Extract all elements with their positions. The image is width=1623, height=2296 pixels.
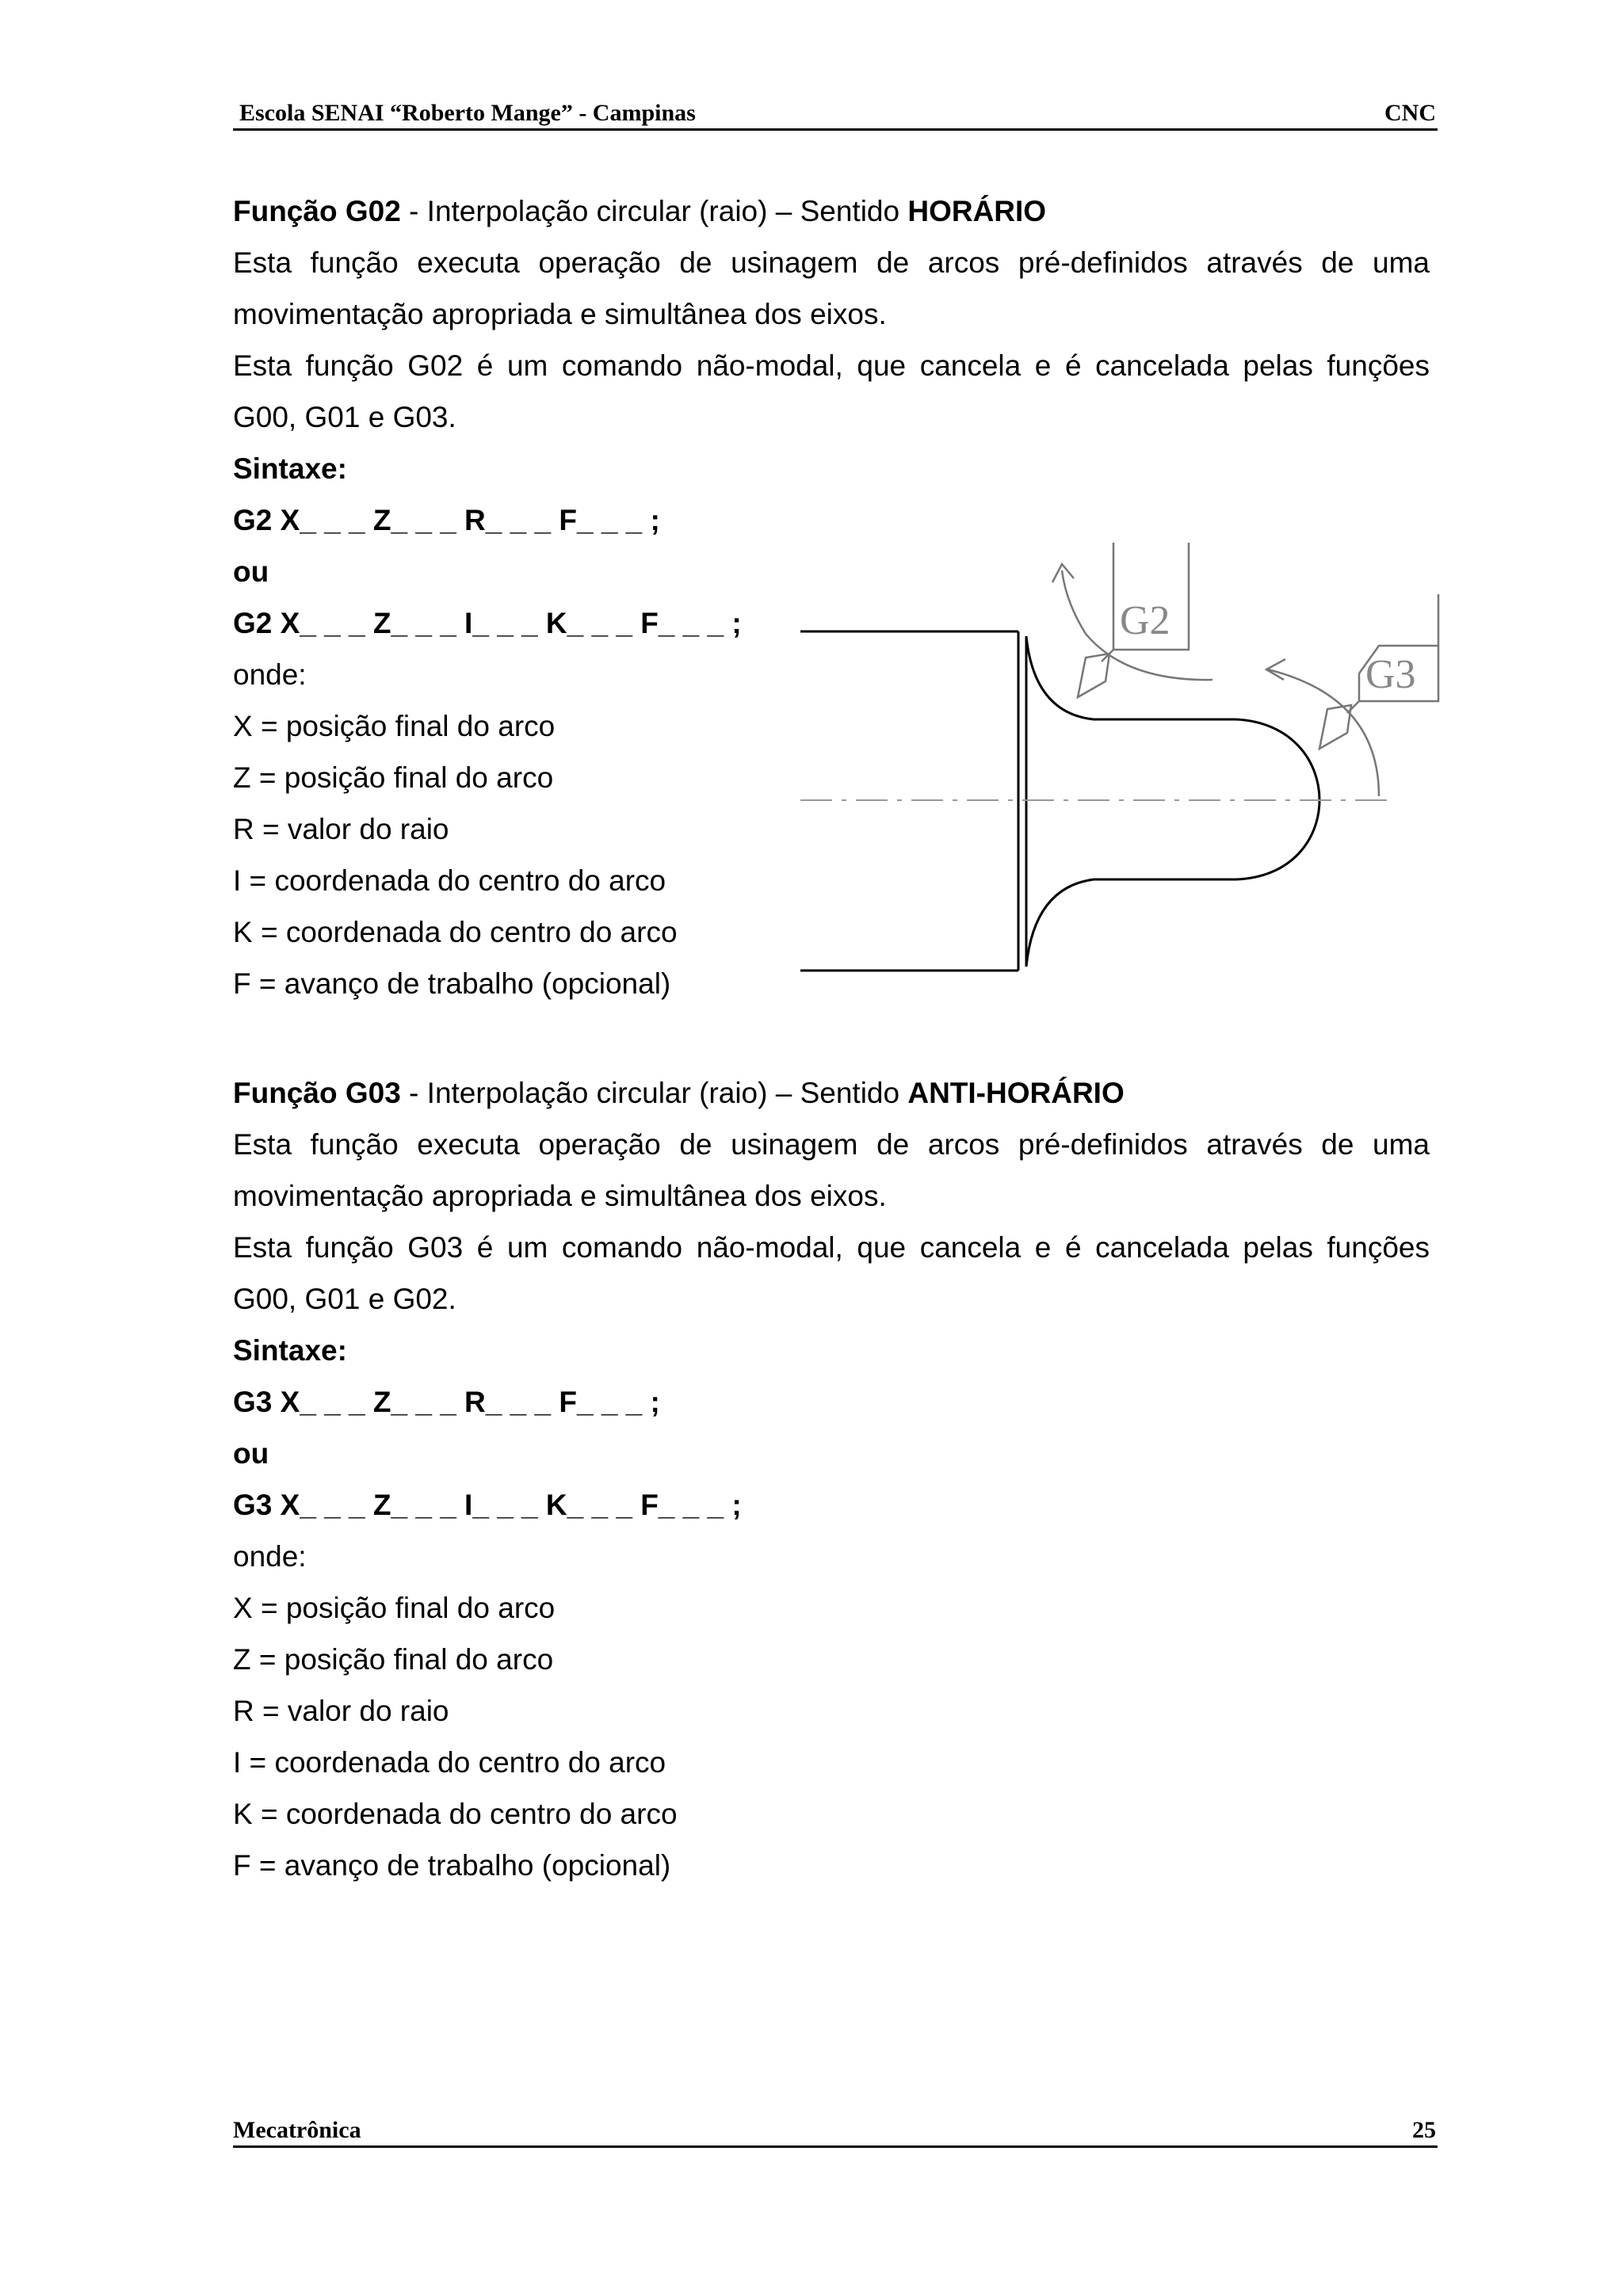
g03-syntax-radius: G3 X_ _ _ Z_ _ _ R_ _ _ F_ _ _ ; xyxy=(233,1386,660,1418)
g03-param-f: F = avanço de trabalho (opcional) xyxy=(233,1849,671,1882)
g02-param-k: K = coordenada do centro do arco xyxy=(233,916,678,948)
g02-syntax-or: ou xyxy=(233,555,269,588)
g03-param-r: R = valor do raio xyxy=(233,1695,449,1727)
label-g3: G3 xyxy=(1365,652,1416,697)
g02-modal-line1: Esta função G02 é um comando não-modal, que cancela e é cancelada pelas funções xyxy=(233,349,1430,382)
g02-param-x: X = posição final do arco xyxy=(233,710,556,742)
g03-param-i: I = coordenada do centro do arco xyxy=(233,1746,666,1779)
g02-syntax-label: Sintaxe: xyxy=(233,452,347,485)
g02-param-r: R = valor do raio xyxy=(233,813,449,845)
g02-param-f: F = avanço de trabalho (opcional) xyxy=(233,967,671,1000)
g03-syntax-or: ou xyxy=(233,1437,269,1470)
fillet-bottom xyxy=(1026,879,1236,967)
g03-description-line1: Esta função executa operação de usinagem de arcos pré-definidos através de uma xyxy=(233,1128,1430,1161)
header-school: Escola SENAI “Roberto Mange” - Campinas xyxy=(239,100,696,126)
g02-title-function: Função G02 xyxy=(233,195,401,227)
g02-where-label: onde: xyxy=(233,658,307,691)
label-g2: G2 xyxy=(1120,598,1170,643)
g02-description-line1: Esta função executa operação de usinagem de arcos pré-definidos através de uma xyxy=(233,246,1430,279)
page-header xyxy=(233,93,1438,131)
g02-param-i: I = coordenada do centro do arco xyxy=(233,864,666,897)
g02-title-direction: HORÁRIO xyxy=(907,195,1047,227)
g03-syntax-center: G3 X_ _ _ Z_ _ _ I_ _ _ K_ _ _ F_ _ _ ; xyxy=(233,1489,742,1521)
g03-where-label: onde: xyxy=(233,1540,307,1573)
header-subject: CNC xyxy=(1384,100,1436,126)
g2-g3-arc-diagram xyxy=(796,539,1446,982)
page-footer xyxy=(233,2111,1438,2148)
g03-title xyxy=(233,1076,1125,1111)
g03-param-z: Z = posição final do arco xyxy=(233,1643,554,1676)
g02-description-line2: movimentação apropriada e simultânea dos eixos. xyxy=(233,298,887,330)
g02-syntax-center: G2 X_ _ _ Z_ _ _ I_ _ _ K_ _ _ F_ _ _ ; xyxy=(233,607,742,639)
g03-param-k: K = coordenada do centro do arco xyxy=(233,1798,678,1830)
g02-syntax-radius: G2 X_ _ _ Z_ _ _ R_ _ _ F_ _ _ ; xyxy=(233,504,660,536)
g02-modal-line2: G00, G01 e G03. xyxy=(233,401,456,433)
page-number: 25 xyxy=(1412,2117,1436,2143)
g03-description-line2: movimentação apropriada e simultânea dos eixos. xyxy=(233,1180,887,1212)
g03-modal-line2: G00, G01 e G02. xyxy=(233,1283,456,1315)
g02-param-z: Z = posição final do arco xyxy=(233,761,554,794)
g02-title-description: - Interpolação circular (raio) – Sentido xyxy=(400,195,908,227)
g03-modal-line1: Esta função G03 é um comando não-modal, que cancela e é cancelada pelas funções xyxy=(233,1231,1430,1264)
g03-title-description: - Interpolação circular (raio) – Sentido xyxy=(400,1077,908,1109)
footer-course: Mecatrônica xyxy=(233,2117,361,2143)
g03-param-x: X = posição final do arco xyxy=(233,1592,556,1624)
g03-title-function: Função G03 xyxy=(233,1077,401,1109)
g03-syntax-label: Sintaxe: xyxy=(233,1334,347,1367)
g02-title xyxy=(233,194,1046,229)
g03-title-direction: ANTI-HORÁRIO xyxy=(907,1077,1125,1109)
